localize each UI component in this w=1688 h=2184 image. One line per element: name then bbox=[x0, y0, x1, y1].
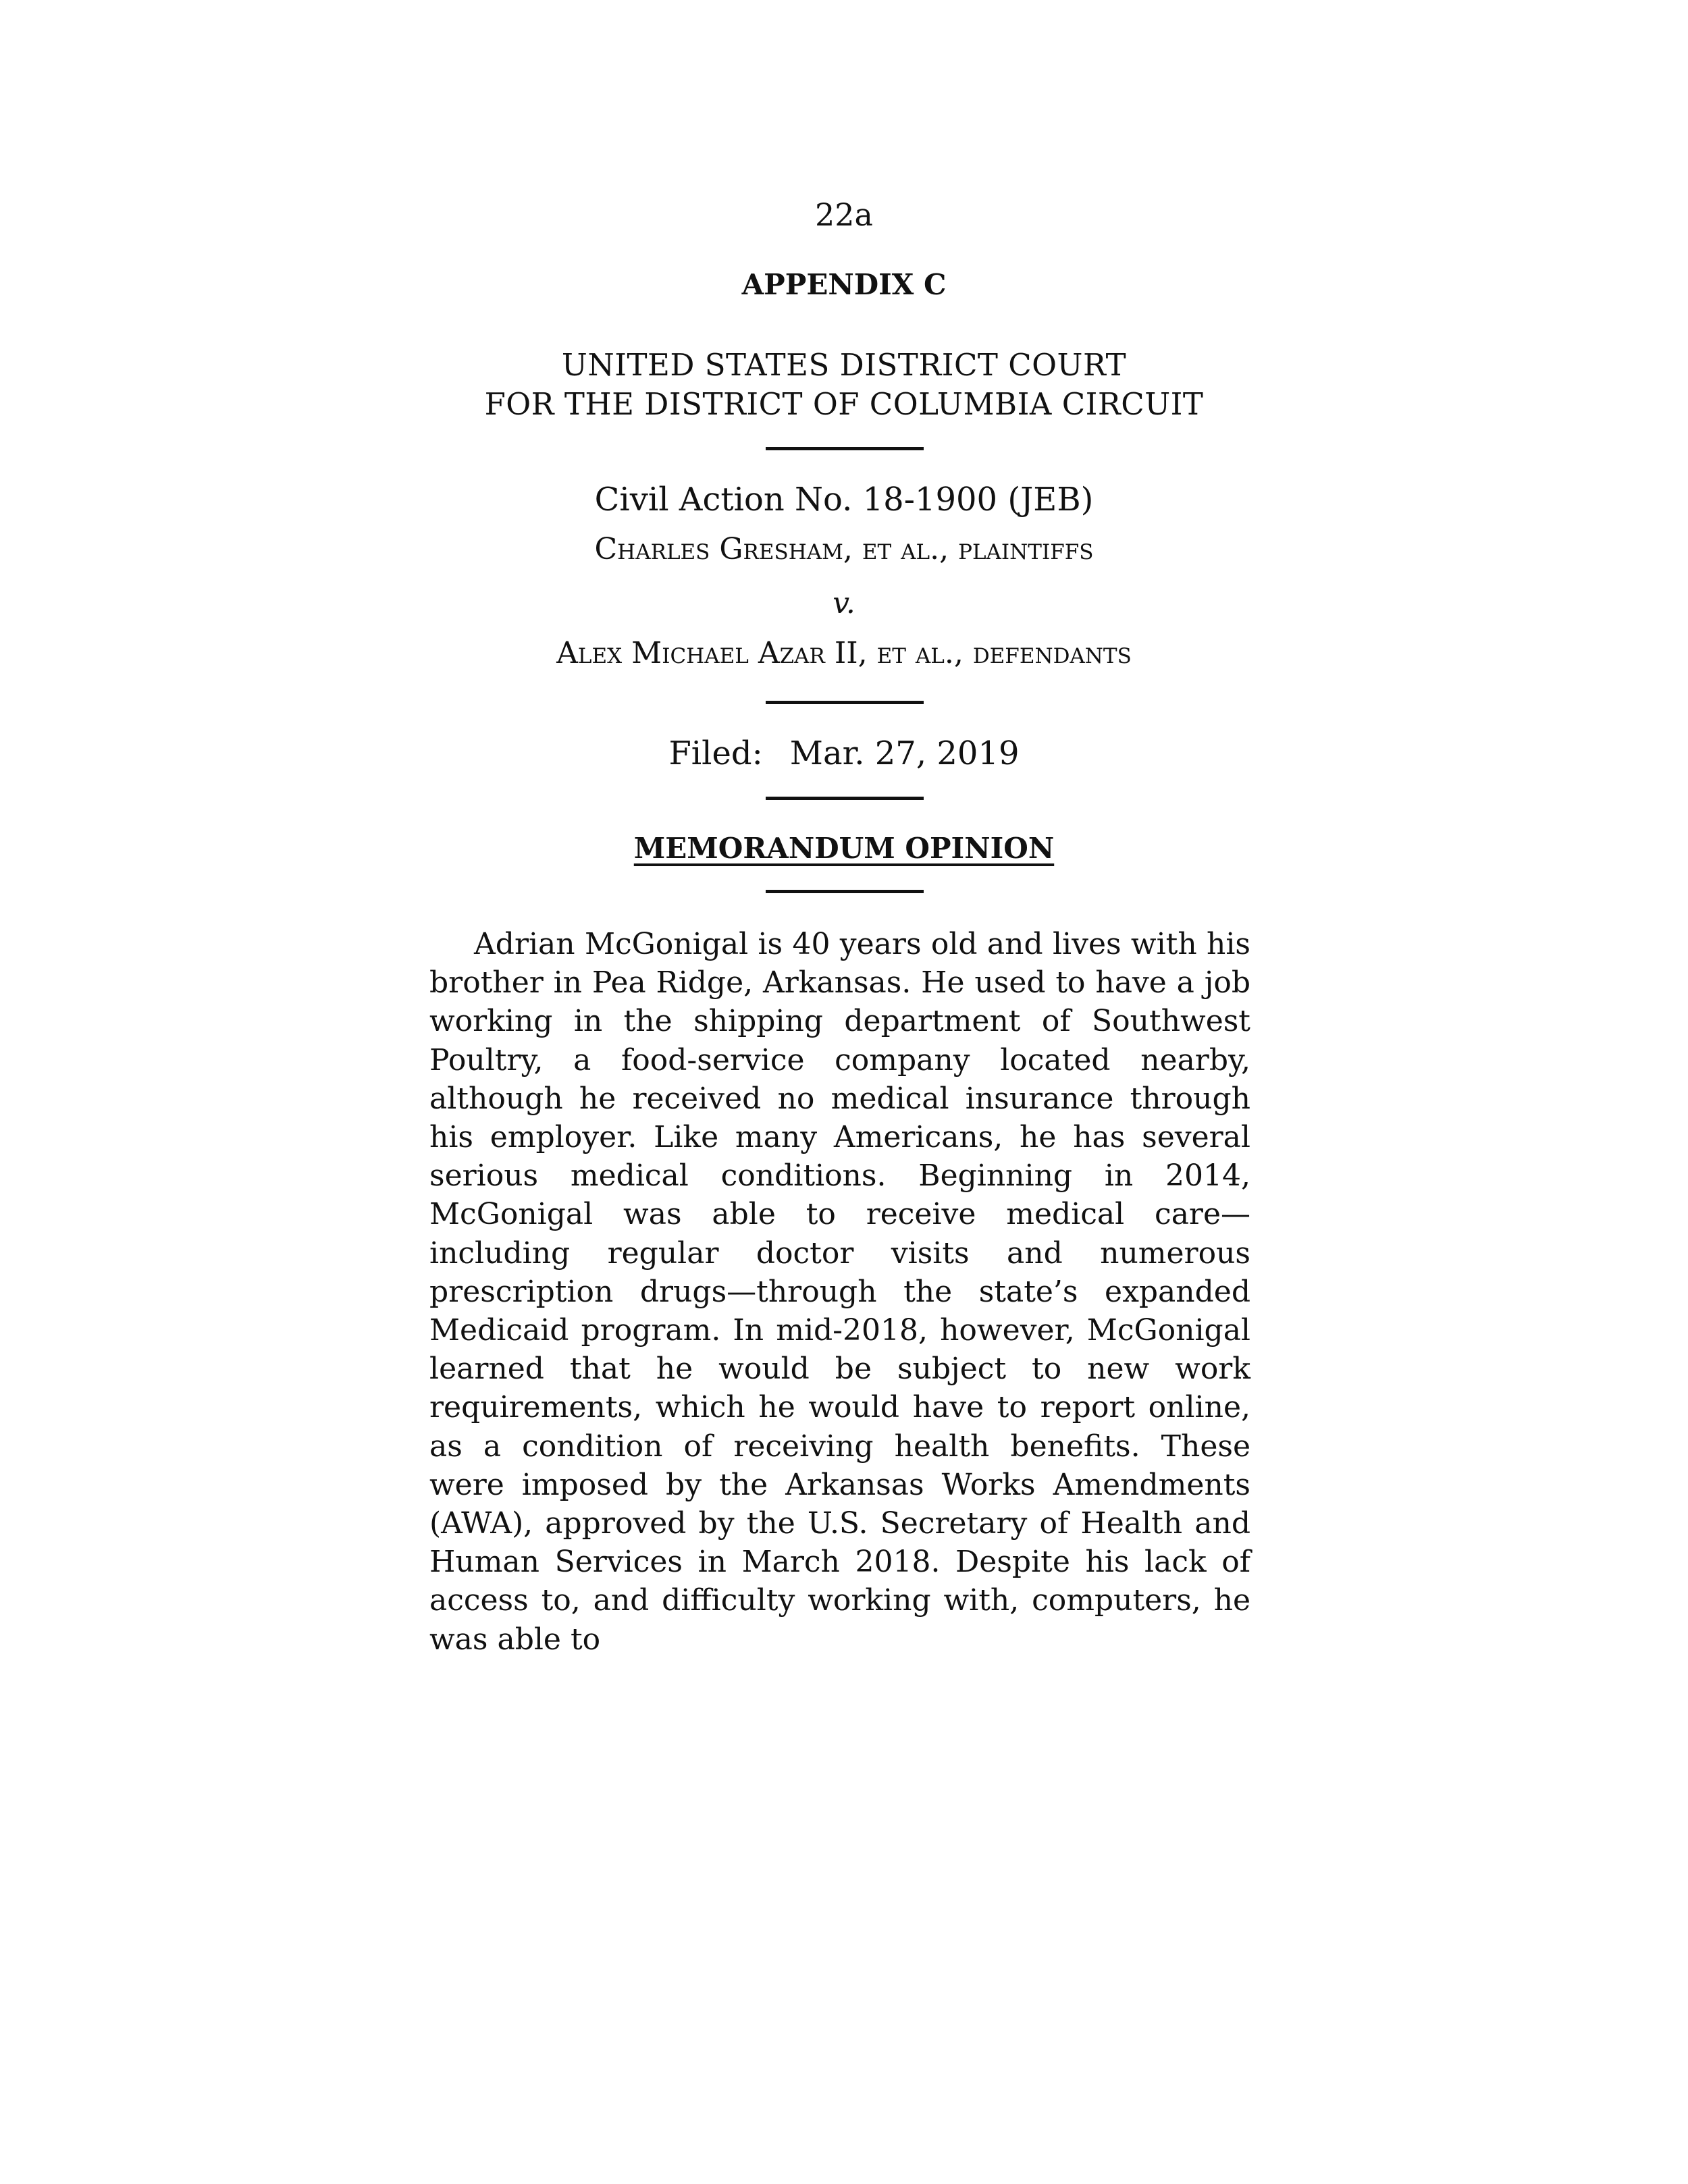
divider-rule bbox=[766, 701, 924, 704]
civil-action-number: Civil Action No. 18-1900 (JEB) bbox=[594, 481, 1094, 518]
plaintiffs-name: Charles Gresham bbox=[594, 532, 843, 566]
court-name-line-2: FOR THE DISTRICT OF COLUMBIA CIRCUIT bbox=[484, 386, 1204, 422]
versus-label: v. bbox=[833, 586, 855, 620]
divider-rule bbox=[766, 797, 924, 800]
divider-rule bbox=[766, 447, 924, 450]
opinion-title: MEMORANDUM OPINION bbox=[633, 832, 1055, 865]
defendants-line bbox=[0, 635, 1688, 672]
appendix-heading: APPENDIX C bbox=[741, 268, 947, 301]
plaintiffs-line bbox=[0, 531, 1688, 568]
divider-rule bbox=[766, 890, 924, 893]
plaintiffs-designation: , et al., plaintiffs bbox=[843, 532, 1094, 566]
filed-label: Filed: bbox=[668, 735, 763, 772]
court-name-line-1: UNITED STATES DISTRICT COURT bbox=[561, 347, 1127, 383]
defendants-designation: , et al., defendants bbox=[858, 636, 1132, 670]
filed-line bbox=[0, 733, 1688, 774]
page-number: 22a bbox=[815, 196, 873, 233]
filed-date: Mar. 27, 2019 bbox=[789, 735, 1020, 772]
defendants-name: Alex Michael Azar II bbox=[556, 636, 858, 670]
opinion-body-paragraph: Adrian McGonigal is 40 years old and lives with his brother in Pea Ridge, Arkansas. He used to have a job working in the shipping department of Southwest Poultry, a food-service company located nearby, although he received no medical insurance through his employer. Like many Americans, he has several serious medical conditions. Beginning in 2014, McGonigal was able to receive medical care—including regular doctor visits and numerous prescription drugs—through the state’s expanded Medicaid program. In mid-2018, however, McGonigal learned that he would be subject to new work requirements, which he would have to report online, as a condition of receiving health benefits. These were imposed by the Arkansas Works Amendments (AWA), approved by the U.S. Secretary of Health and Human Services in March 2018. Despite his lack of access to, and difficulty working with, computers, he was able to bbox=[429, 927, 1250, 1657]
